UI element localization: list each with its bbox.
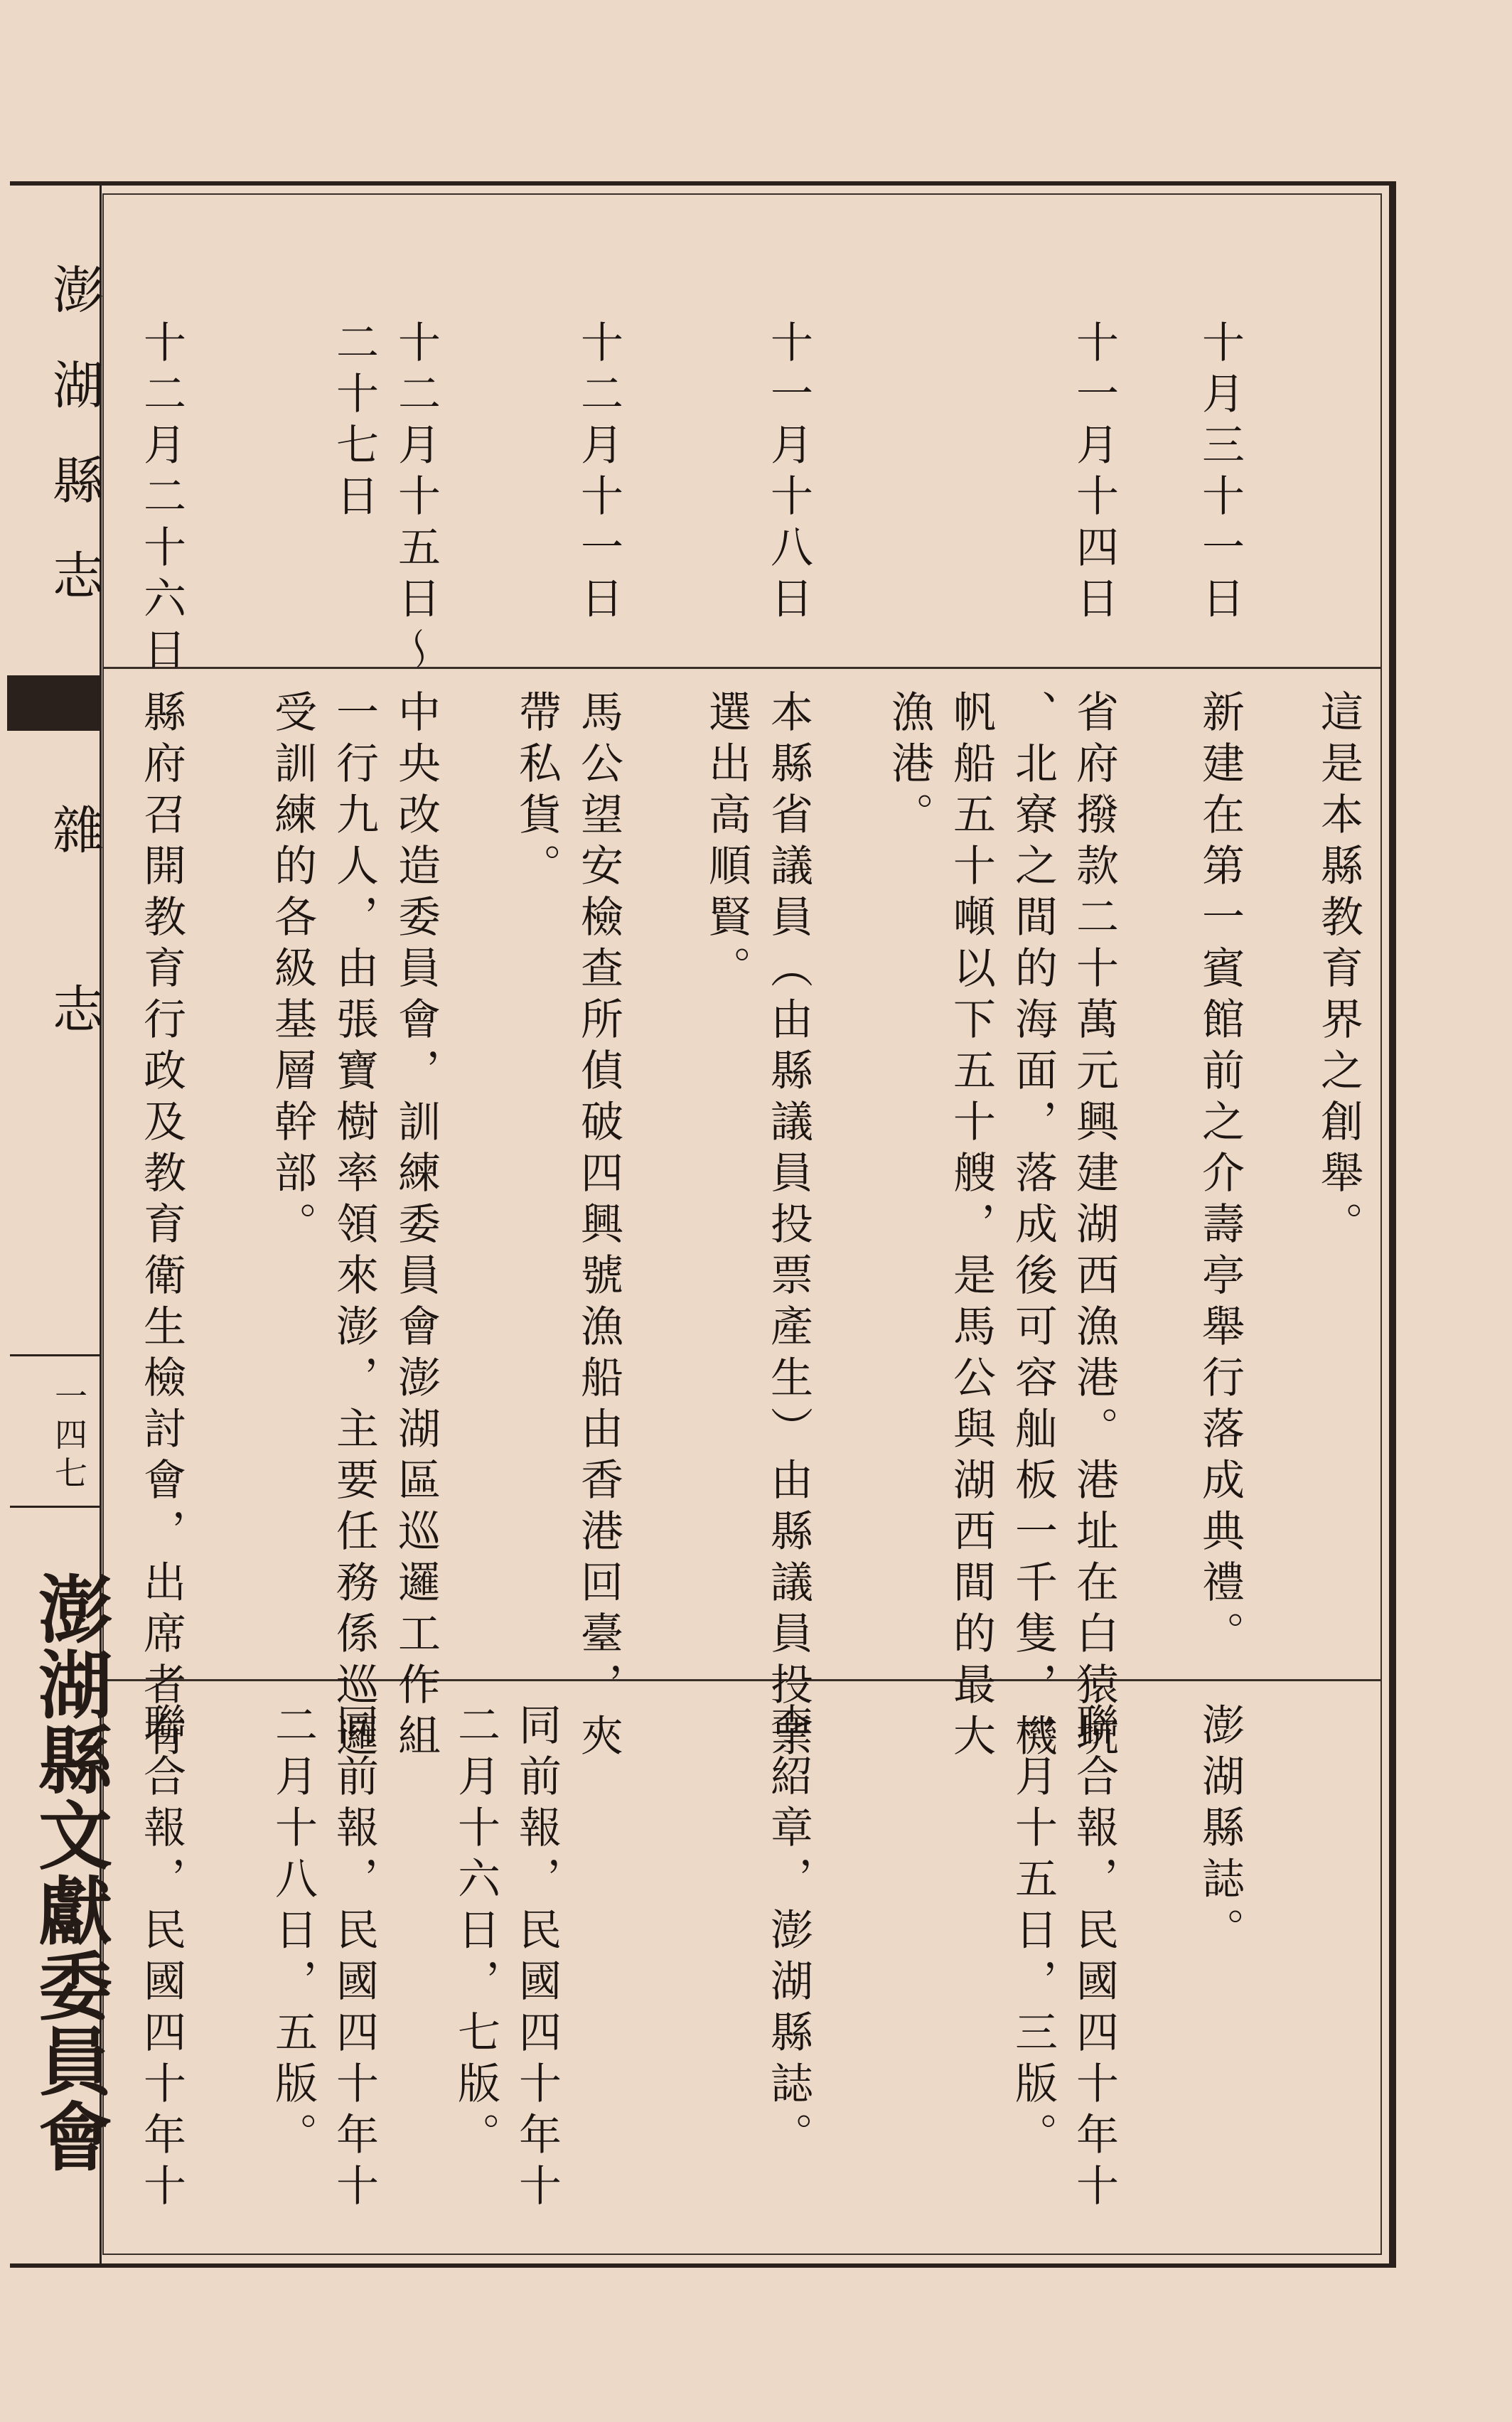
page-number-rule-top — [10, 1354, 101, 1356]
event-text: 帶私貨。 — [512, 690, 562, 894]
event-text: 這是本縣教育界之創舉。 — [1314, 690, 1363, 1253]
event-text: 縣府召開教育行政及教育衛生檢討會，出席者有 — [136, 690, 186, 1764]
source-text-continued: 二月十八日，五版。 — [268, 1703, 318, 2163]
date-text: 十月三十一日 — [1195, 320, 1245, 627]
source-text-continued: 二月十六日，七版。 — [451, 1703, 500, 2163]
source-text-continued: 一月十五日，三版。 — [1008, 1703, 1058, 2163]
date-text: 十一月十八日 — [763, 320, 813, 627]
event-source-divider — [104, 1679, 1380, 1681]
date-text: 十二月二十六日 — [136, 320, 186, 678]
source-text: 同前報，民國四十年十 — [512, 1703, 562, 2214]
section-title: 雜志 — [44, 803, 104, 1162]
date-text: 十二月十一日 — [574, 320, 623, 627]
book-title: 澎湖縣志 — [44, 263, 104, 644]
event-text: 、北寮之間的海面，落成後可容舢板一千隻，機 — [1008, 690, 1058, 1764]
event-text: 省府撥款二十萬元興建湖西漁港。港址在白猿坑 — [1069, 690, 1119, 1764]
date-event-divider — [104, 667, 1380, 669]
source-text: 李紹章，澎湖縣誌。 — [763, 1703, 813, 2163]
date-text: 十一月十四日 — [1069, 320, 1119, 627]
event-text: 新建在第一賓館前之介壽亭舉行落成典禮。 — [1195, 690, 1245, 1662]
source-text: 同前報，民國四十年十 — [329, 1703, 379, 2214]
page-number-rule-bottom — [10, 1506, 101, 1508]
date-text: 二十七日 — [329, 320, 379, 525]
event-text: 選出高順賢。 — [702, 690, 751, 997]
event-text: 帆船五十噸以下五十艘，是馬公與湖西間的最大 — [946, 690, 996, 1764]
event-text: 本縣省議員（由縣議員投票產生）由縣議員投票 — [763, 690, 813, 1764]
event-text: 馬公望安檢查所偵破四興號漁船由香港回臺，夾 — [574, 690, 623, 1764]
event-text: 一行九人，由張寶樹率領來澎，主要任務係巡邏 — [329, 690, 379, 1764]
event-text: 漁港。 — [884, 690, 934, 843]
margin-black-band — [7, 675, 102, 731]
source-text: 聯合報，民國四十年十 — [136, 1703, 186, 2214]
date-text: 十二月十五日～ — [391, 320, 441, 678]
publisher-name: 澎湖縣文獻委員會 — [26, 1571, 113, 2174]
page-number: 一四七 — [50, 1379, 88, 1494]
source-text: 聯合報，民國四十年十 — [1069, 1703, 1119, 2214]
source-text: 澎湖縣誌。 — [1195, 1703, 1245, 1959]
event-text: 中央改造委員會，訓練委員會澎湖區巡邏工作組 — [391, 690, 441, 1764]
event-text: 受訓練的各級基層幹部。 — [267, 690, 317, 1253]
